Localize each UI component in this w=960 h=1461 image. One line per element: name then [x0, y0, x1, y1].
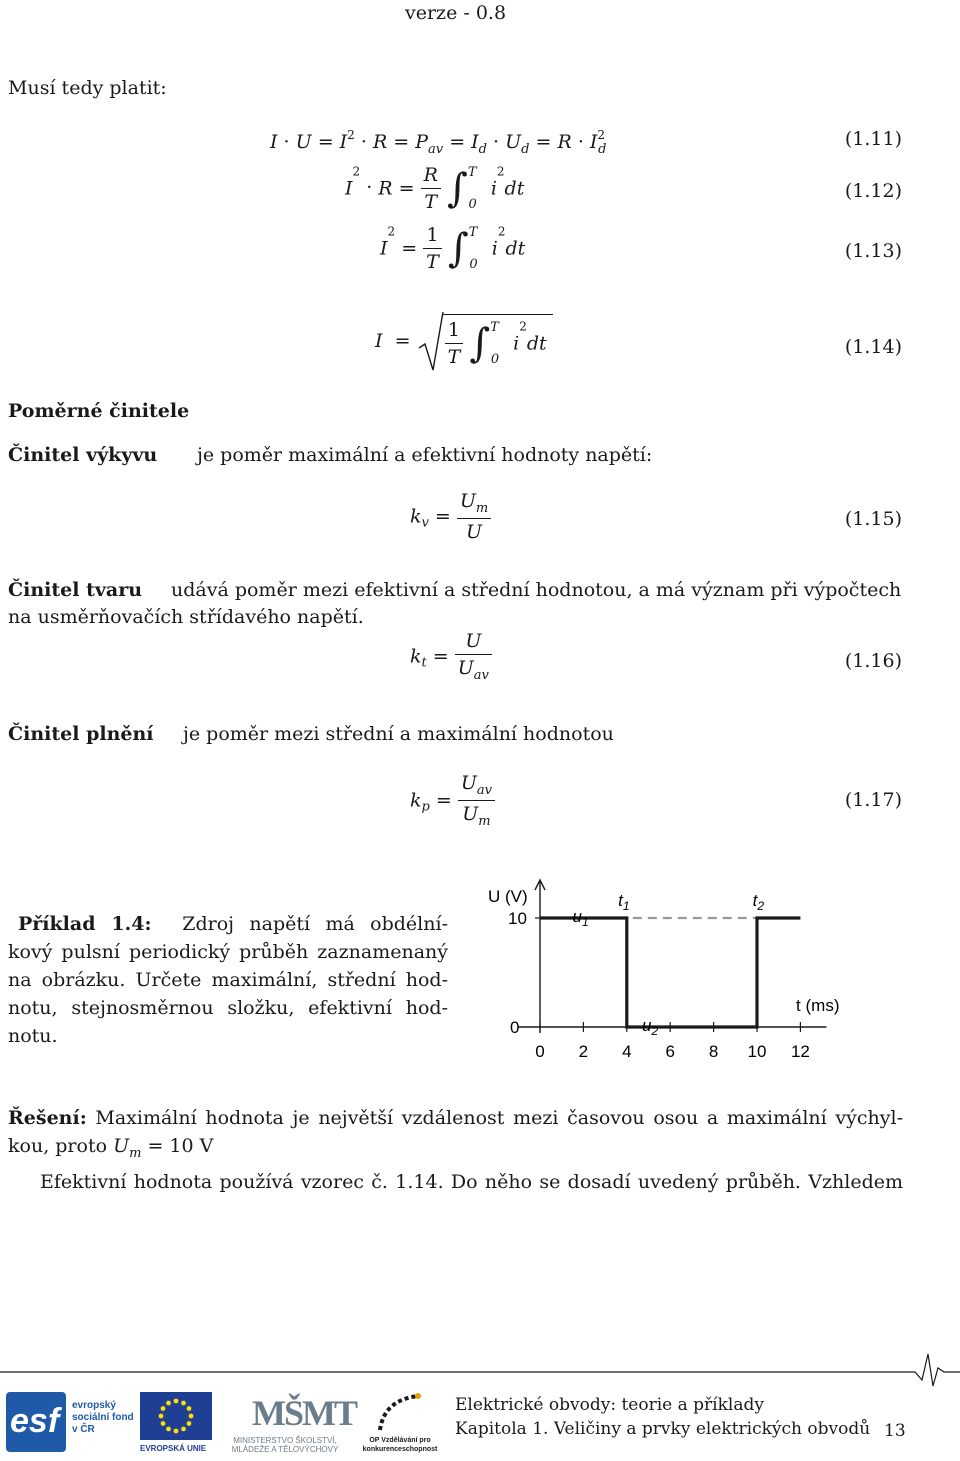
x-tick-label: 10 — [747, 1042, 767, 1061]
equation-1-13: $I^2$ = $\frac{1}{T}$ ∫$^T_0$ $i^2dt$ — [380, 224, 526, 273]
eu-star-icon — [161, 1406, 166, 1411]
term-plneni: Činitel plnění — [8, 723, 154, 745]
x-tick-label: 4 — [622, 1042, 632, 1061]
term-vykyvu-text: je poměr maximální a efektivní hodnoty napětí: — [197, 444, 653, 466]
term-plneni-text: je poměr mezi střední a maximální hodnotou — [183, 723, 614, 745]
footer-title: Elektrické obvody: teorie a příklady — [455, 1395, 764, 1415]
x-tick-label: 12 — [790, 1042, 810, 1061]
solution-block: Řešení: Maximální hodnota je největší vzdálenost mezi časovou osou a maximální výchyl- kou, proto $U_m = 10$ V Efektivní hodnota používá vzorec č. 1.14. Do něho se dosadí uvedený průběh. Vzhledem — [8, 1107, 903, 1193]
y-axis-label: U (V) — [488, 887, 528, 906]
section-heading: Poměrné činitele — [8, 400, 190, 422]
annotation-u2: $u_2$ — [641, 1016, 659, 1038]
series-line — [540, 918, 800, 1027]
footer-chapter: Kapitola 1. Veličiny a prvky elektrických obvodů — [455, 1419, 871, 1439]
eu-star-icon — [166, 1427, 171, 1432]
op-logo: OP Vzdělávání pro konkurenceschopnost — [360, 1392, 440, 1456]
term-tvaru: Činitel tvaru — [8, 579, 143, 601]
eu-star-icon — [189, 1414, 194, 1419]
term-tvaru-text-2: na usměrňovačích střídavého napětí. — [8, 606, 364, 628]
intro-text: Musí tedy platit: — [8, 77, 167, 99]
x-axis-label: t (ms) — [796, 996, 840, 1015]
eu-star-icon — [166, 1401, 171, 1406]
x-tick-label: 8 — [708, 1042, 719, 1061]
equation-number: (1.15) — [844, 508, 902, 530]
eu-star-icon — [174, 1429, 179, 1434]
eu-star-icon — [187, 1421, 192, 1426]
equation-1-16: $k_t$ = $\frac{U}{U_{av}}$ — [410, 630, 492, 683]
y-tick-label: 10 — [508, 909, 527, 928]
eu-star-icon — [181, 1427, 186, 1432]
footer-trace — [0, 1350, 960, 1390]
eu-star-icon — [181, 1401, 186, 1406]
x-tick-label: 0 — [535, 1042, 545, 1061]
sqrt-sign — [417, 310, 445, 372]
equation-number: (1.17) — [844, 789, 902, 811]
equation-1-12: $I^2 \cdot R$ = $\frac{R}{T}$ ∫$^T_0$ $i^2dt$ — [345, 164, 525, 213]
page-number: 13 — [884, 1421, 906, 1441]
eu-logo: EVROPSKÁ UNIE — [140, 1392, 214, 1456]
eu-stars-icon — [140, 1392, 212, 1440]
equation-number: (1.14) — [844, 336, 902, 358]
equation-1-15: $k_v$ = $\frac{U_m}{U}$ — [410, 490, 491, 543]
esf-logo: esf evropský sociální fond v ČR — [6, 1392, 134, 1456]
equation-number: (1.16) — [844, 650, 902, 672]
waveform-chart — [478, 872, 878, 1072]
op-arc-icon — [374, 1392, 424, 1434]
version-label: verze - 0.8 — [405, 2, 507, 24]
term-vykyvu: Činitel výkyvu — [8, 444, 158, 466]
x-tick-label: 2 — [578, 1042, 589, 1061]
annotation-t1: $t_1$ — [618, 891, 630, 913]
equation-1-17: $k_p$ = $\frac{U_{av}}{U_m}$ — [410, 772, 495, 829]
eu-star-icon — [174, 1399, 179, 1404]
eu-star-icon — [161, 1421, 166, 1426]
annotation-u1: $u_1$ — [572, 907, 589, 929]
annotation-t2: $t_2$ — [752, 891, 765, 913]
eu-star-icon — [187, 1406, 192, 1411]
x-tick-label: 6 — [665, 1042, 675, 1061]
equation-1-11: $I \cdot U = I^2 \cdot R = P_{av} = I_d \cdot U_d = R \cdot I^2_d$ — [270, 128, 607, 157]
equation-number: (1.11) — [844, 128, 902, 150]
term-tvaru-text: udává poměr mezi efektivní a střední hodnotou, a má význam při výpočtech — [171, 579, 902, 601]
equation-1-14: I = $\frac{1}{T}$ ∫$^T_0$ $i^2dt$ — [375, 310, 553, 372]
example-block: Příklad 1.4: Zdroj napětí má obdélní- kový pulsní periodický průběh zaznamenaný na obrázku. Určete maximální, střední hod- notu, stejnosměrnou složku, efektivní hod- notu. — [8, 913, 448, 1047]
equation-number: (1.13) — [844, 240, 902, 262]
y-tick-label: 0 — [510, 1018, 520, 1037]
eu-star-icon — [159, 1414, 164, 1419]
msmt-logo: MŠMT MINISTERSTVO ŠKOLSTVÍ, MLÁDEŽE A TĚLOVÝCHOVY — [231, 1393, 356, 1454]
equation-number: (1.12) — [844, 180, 902, 202]
